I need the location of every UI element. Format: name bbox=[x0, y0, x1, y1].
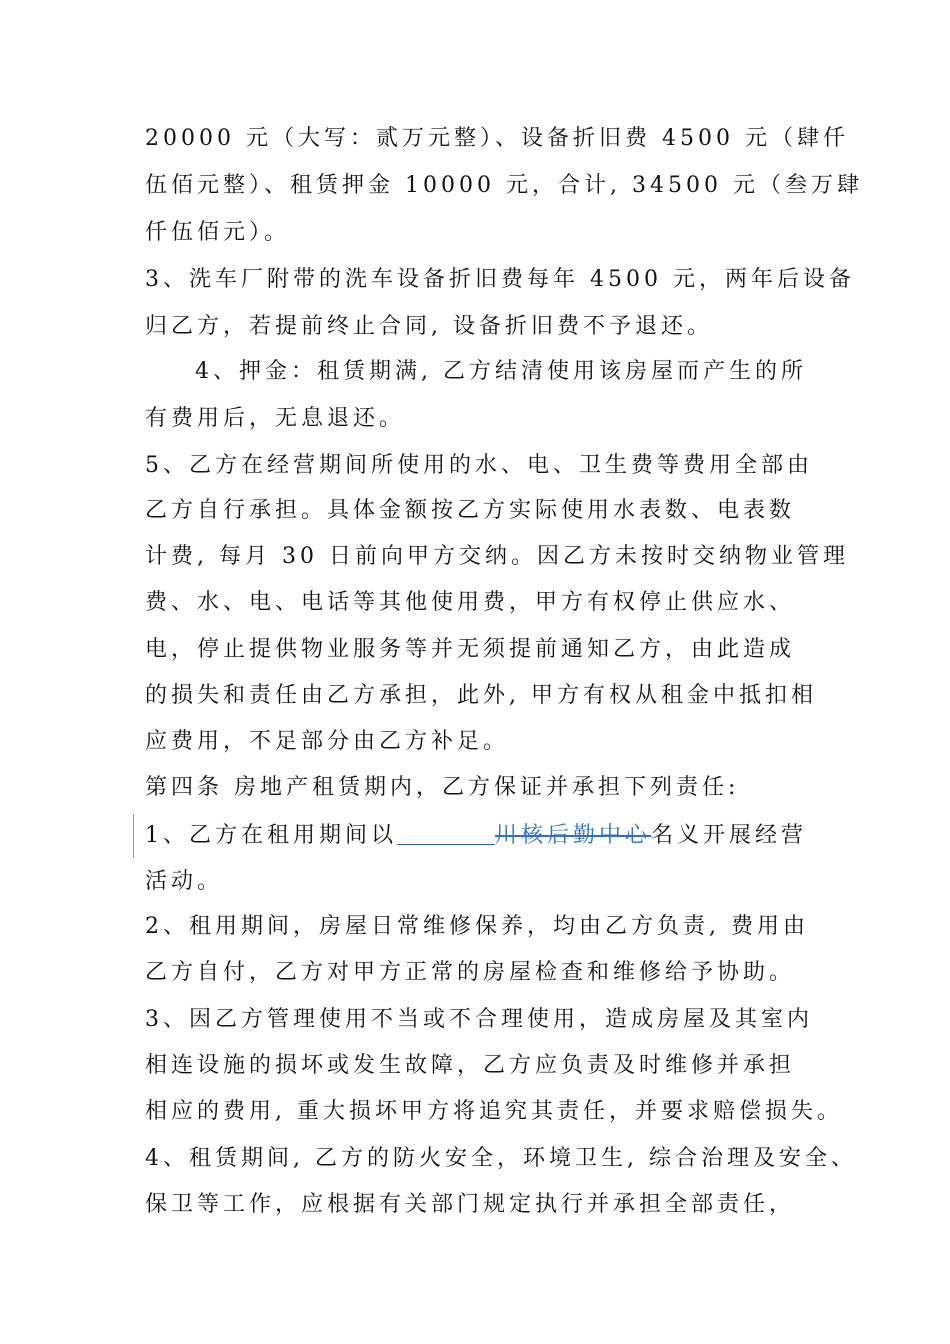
text-line-10: 计费, 每月 30 日前向甲方交纳。因乙方未按时交纳物业管理 bbox=[145, 544, 849, 569]
text-line-8: 5、乙方在经营期间所使用的水、电、卫生费等费用全部由 bbox=[145, 453, 813, 478]
revision-prefix: 1、乙方在租用期间以 bbox=[145, 823, 397, 848]
text-line-17: 活动。 bbox=[145, 869, 224, 894]
text-line-20: 3、因乙方管理使用不当或不合理使用，造成房屋及其室内 bbox=[145, 1007, 813, 1032]
revision-suffix: 名义开展经营 bbox=[651, 823, 808, 848]
text-line-14: 应费用，不足部分由乙方补足。 bbox=[145, 729, 510, 754]
text-line-6: 4、押金：租赁期满, 乙方结清使用该房屋而产生的所 bbox=[195, 359, 807, 384]
text-line-5: 归乙方，若提前终止合同, 设备折旧费不予退还。 bbox=[145, 314, 713, 339]
text-line-3: 仟伍佰元）。 bbox=[145, 220, 291, 245]
text-line-15: 第四条 房地产租赁期内，乙方保证并承担下列责任: bbox=[145, 775, 740, 800]
text-line-1: 20000 元（大写：贰万元整）、设备折旧费 4500 元（肆仟 bbox=[145, 126, 849, 151]
text-line-2: 伍佰元整）、租赁押金 10000 元，合计, 34500 元（叁万肆 bbox=[145, 173, 863, 198]
text-line-9: 乙方自行承担。具体金额按乙方实际使用水表数、电表数 bbox=[145, 498, 796, 523]
text-line-19: 乙方自付，乙方对甲方正常的房屋检查和维修给予协助。 bbox=[145, 960, 796, 985]
revision-line bbox=[145, 821, 807, 851]
text-line-22: 相应的费用, 重大损坏甲方将追究其责任，并要求赔偿损失。 bbox=[145, 1099, 843, 1124]
text-line-21: 相连设施的损坏或发生故障，乙方应负责及时维修并承担 bbox=[145, 1053, 796, 1078]
text-line-13: 的损失和责任由乙方承担，此外, 甲方有权从租金中抵扣相 bbox=[145, 683, 817, 708]
deleted-revision-text: 川核后勤中心 bbox=[495, 823, 652, 848]
text-line-7: 有费用后，无息退还。 bbox=[145, 406, 406, 431]
text-line-4: 3、洗车厂附带的洗车设备折旧费每年 4500 元，两年后设备 bbox=[145, 267, 855, 292]
text-line-18: 2、租用期间，房屋日常维修保养，均由乙方负责, 费用由 bbox=[145, 914, 809, 939]
text-line-11: 费、水、电、电话等其他使用费，甲方有权停止供应水、 bbox=[145, 590, 796, 615]
text-line-23: 4、租赁期间, 乙方的防火安全，环境卫生, 综合治理及安全、 bbox=[145, 1146, 857, 1171]
text-line-12: 电，停止提供物业服务等并无须提前通知乙方，由此造成 bbox=[145, 637, 796, 662]
text-line-24: 保卫等工作，应根据有关部门规定执行并承担全部责任， bbox=[145, 1192, 796, 1217]
fill-in-blank bbox=[397, 822, 495, 845]
revision-change-bar bbox=[133, 814, 134, 858]
